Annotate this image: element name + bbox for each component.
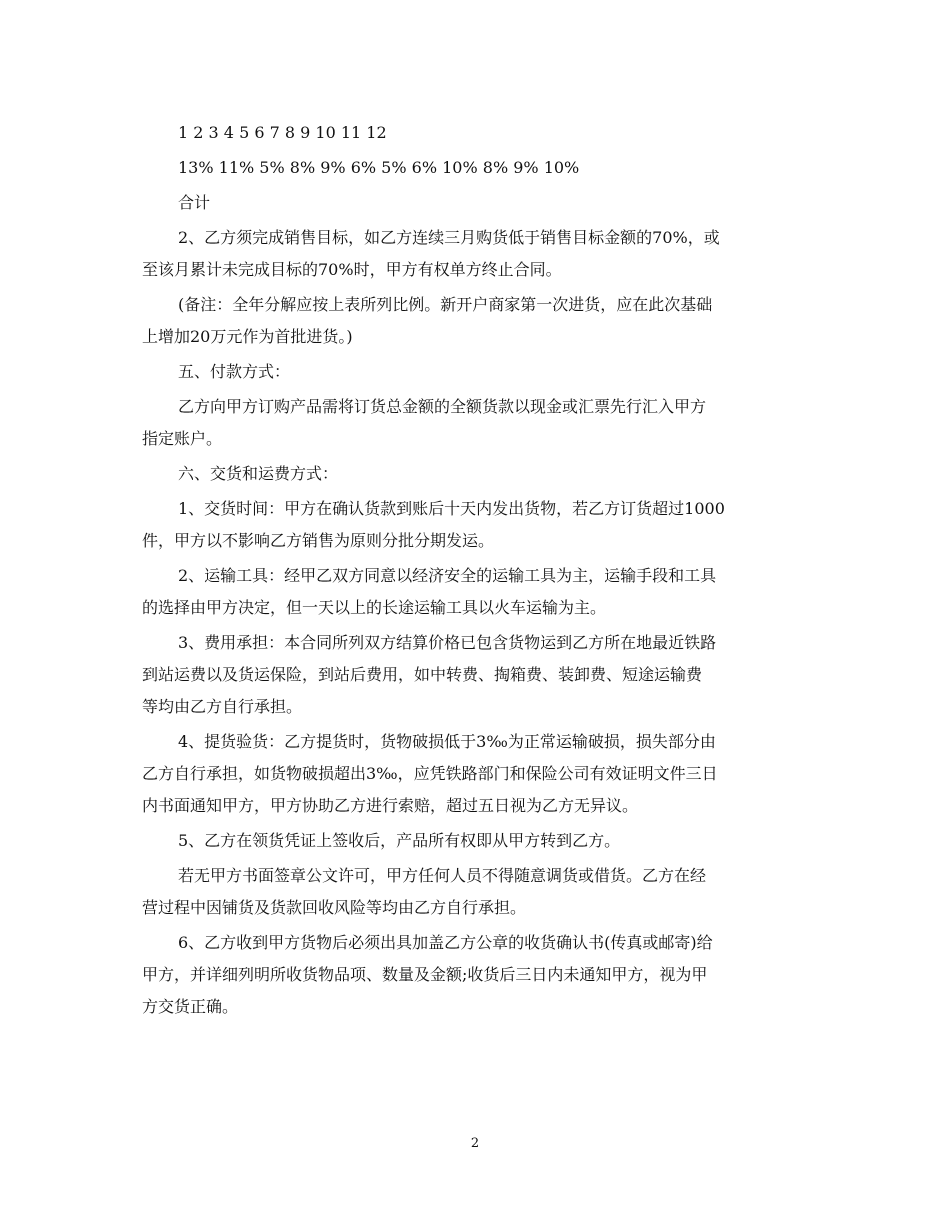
paragraph (142, 391, 810, 455)
paragraph (142, 726, 810, 822)
paragraph (142, 356, 810, 388)
document-body (142, 117, 810, 1026)
paragraph-line: 件，甲方以不影响乙方销售为原则分批分期发运。 (142, 531, 495, 550)
paragraph-line: 至该月累计未完成目标的70%时，甲方有权单方终止合同。 (142, 260, 562, 279)
paragraph (142, 289, 810, 353)
paragraph (142, 927, 810, 1023)
paragraph-line: 3、费用承担：本合同所列双方结算价格已包含货物运到乙方所在地最近铁路 (178, 633, 717, 652)
paragraph-line: 2、乙方须完成销售目标，如乙方连续三月购货低于销售目标金额的70%，或 (178, 228, 720, 247)
paragraph-line: 营过程中因铺货及货款回收风险等均由乙方自行承担。 (142, 898, 527, 917)
table-total-label: 合计 (178, 193, 211, 212)
paragraph-line: 方交货正确。 (142, 997, 239, 1016)
paragraph-line: 甲方，并详细列明所收货物品项、数量及金额;收货后三日内未通知甲方，视为甲 (142, 965, 708, 984)
paragraph-line: 4、提货验货：乙方提货时，货物破损低于3‰为正常运输破损，损失部分由 (178, 732, 716, 751)
paragraph-line: 的选择由甲方决定，但一天以上的长途运输工具以火车运输为主。 (142, 598, 607, 617)
paragraph (142, 825, 810, 857)
paragraph (142, 222, 810, 286)
paragraph-line: 上增加20万元作为首批进货。) (142, 327, 353, 346)
paragraph-line: 6、乙方收到甲方货物后必须出具加盖乙方公章的收货确认书(传真或邮寄)给 (178, 933, 713, 952)
paragraph-line: 到站运费以及货运保险，到站后费用，如中转费、掏箱费、装卸费、短途运输费 (142, 665, 703, 684)
paragraph (142, 458, 810, 490)
paragraph-list (142, 222, 810, 1023)
paragraph-line: 指定账户。 (142, 429, 223, 448)
paragraph-line: 2、运输工具：经甲乙双方同意以经济安全的运输工具为主，运输手段和工具 (178, 566, 717, 585)
paragraph (142, 560, 810, 624)
paragraph-line: 内书面通知甲方，甲方协助乙方进行索赔，超过五日视为乙方无异议。 (142, 796, 639, 815)
paragraph (142, 627, 810, 723)
paragraph-line: 5、乙方在领货凭证上签收后，产品所有权即从甲方转到乙方。 (178, 831, 621, 850)
table-percent-row: 13% 11% 5% 8% 9% 6% 5% 6% 10% 8% 9% 10% (178, 158, 580, 177)
paragraph-line: 等均由乙方自行承担。 (142, 697, 303, 716)
page-number: 2 (470, 1136, 480, 1151)
paragraph-line: 若无甲方书面签章公文许可，甲方任何人员不得随意调货或借货。乙方在经 (178, 866, 707, 885)
paragraph-line: 乙方自行承担，如货物破损超出3‰，应凭铁路部门和保险公司有效证明文件三日 (142, 764, 718, 783)
paragraph-line: 1、交货时间：甲方在确认货款到账后十天内发出货物，若乙方订货超过1000 (178, 499, 725, 518)
paragraph (142, 493, 810, 557)
paragraph-line: 六、交货和运费方式： (178, 464, 339, 483)
table-months-row: 1 2 3 4 5 6 7 8 9 10 11 12 (178, 123, 387, 142)
paragraph (142, 860, 810, 924)
paragraph-line: 五、付款方式： (178, 362, 291, 381)
paragraph-line: (备注：全年分解应按上表所列比例。新开户商家第一次进货，应在此次基础 (178, 295, 713, 314)
paragraph-line: 乙方向甲方订购产品需将订货总金额的全额货款以现金或汇票先行汇入甲方 (178, 397, 707, 416)
